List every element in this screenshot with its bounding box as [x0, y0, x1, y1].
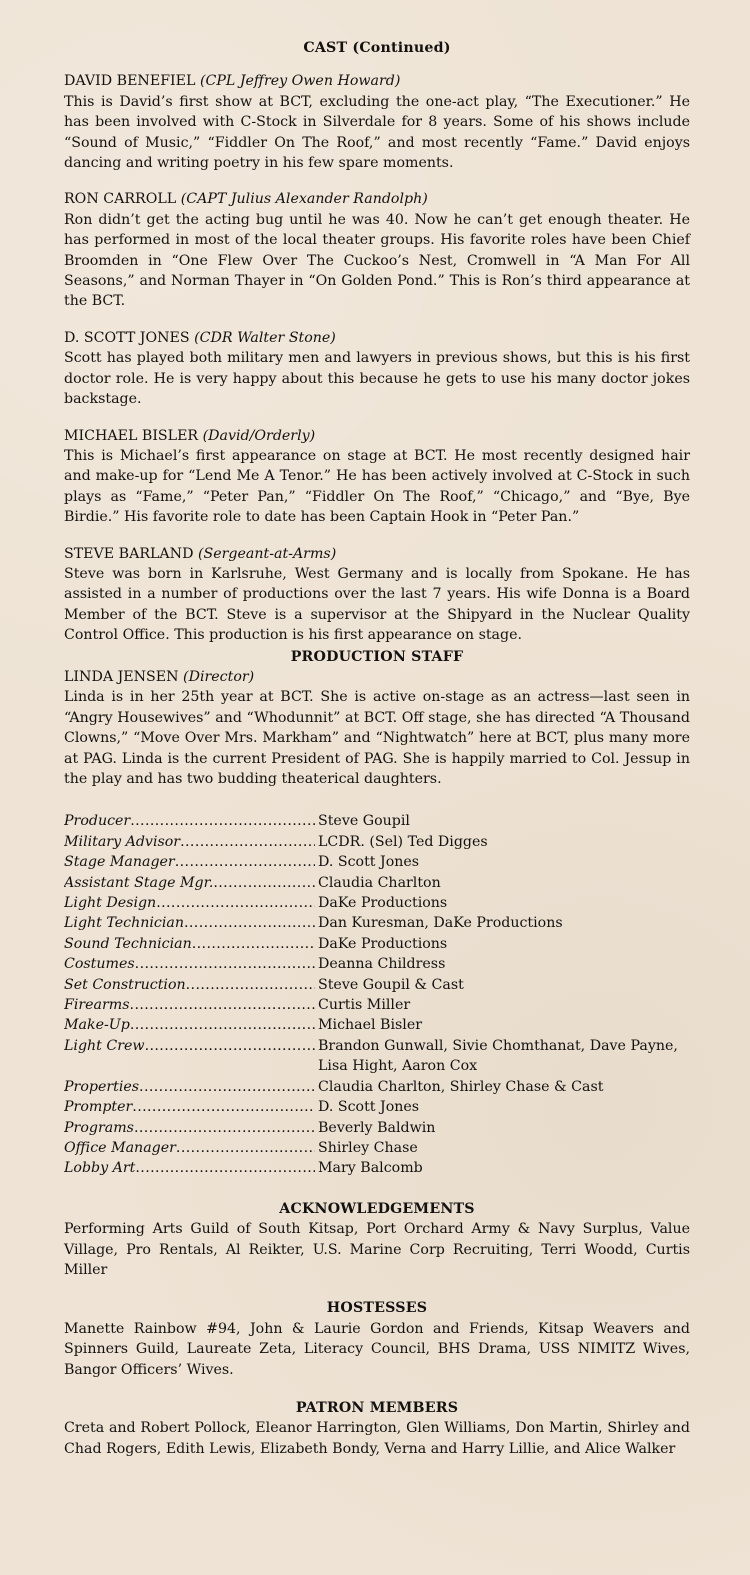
staff-list	[64, 811, 690, 1178]
staff-role: Stage Manager	[64, 854, 175, 871]
staff-role: Producer	[64, 813, 131, 830]
leader-dots	[139, 1077, 315, 1097]
staff-role: Assistant Stage Mgr.	[64, 874, 214, 891]
staff-row	[64, 1097, 690, 1117]
staff-person: Michael Bisler	[318, 1017, 423, 1034]
hostesses-title: HOSTESSES	[326, 1300, 428, 1317]
cast-heading	[64, 189, 690, 209]
cast-bio-text: Scott has played both military men and lawyers in previous shows, but this is his first doctor role. He is very happy about this because he gets to use his many doctor jokes backstage.	[64, 350, 690, 408]
cast-bio-text: This is David’s first show at BCT, excluding the one-act play, “The Executioner.” He has been involved with C-Stock in Silverdale for 8 years. Some of his shows include “Sound of Music,” “Fiddler On The Roof,” and most recently “Fame.” David enjoys dancing and writing poetry in his few spare moments.	[64, 93, 690, 172]
staff-row	[64, 1015, 690, 1035]
staff-person: Shirley Chase	[318, 1139, 418, 1156]
cast-heading	[64, 71, 690, 91]
hostesses-text: Manette Rainbow #94, John & Laurie Gordon and Friends, Kitsap Weavers and Spinners Guild, Laureate Zeta, Literacy Council, BHS Drama, USS NIMITZ Wives, Bangor Officers’ Wives.	[64, 1320, 690, 1378]
staff-role: Light Technician	[64, 915, 184, 932]
patron-members-text: Creta and Robert Pollock, Eleanor Harrington, Glen Williams, Don Martin, Shirley and Chad Rogers, Edith Lewis, Elizabeth Bondy, Verna and Harry Lillie, and Alice Walker	[64, 1420, 690, 1457]
cast-role: (CAPT Julius Alexander Randolph)	[180, 191, 428, 208]
leader-dots	[132, 1097, 315, 1117]
staff-role: Firearms	[64, 997, 130, 1014]
staff-row	[64, 832, 690, 852]
cast-name: RON CARROLL	[64, 191, 177, 208]
leader-dots	[130, 811, 315, 831]
leader-dots	[135, 954, 315, 974]
director-bio	[64, 667, 690, 789]
cast-bio	[64, 189, 690, 311]
staff-role: Light Crew	[64, 1037, 145, 1054]
staff-person: Deanna Childress	[318, 956, 446, 973]
cast-role: (David/Orderly)	[202, 427, 316, 444]
staff-row	[64, 811, 690, 831]
staff-role: Light Design	[64, 895, 157, 912]
staff-person: Dan Kuresman, DaKe Productions	[318, 915, 563, 932]
staff-person: DaKe Productions	[318, 935, 448, 952]
leader-dots	[175, 852, 315, 872]
leader-dots	[135, 1158, 315, 1178]
cast-bio-text: This is Michael’s first appearance on stage at BCT. He most recently designed hair and make-up for “Lend Me A Tenor.” He has been actively involved at C-Stock in such plays as “Fame,” “Peter Pan,” “Fiddler On The Roof,” “Chicago,” and “Bye, Bye Birdie.” His favorite role to date has been Captain Hook in “Peter Pan.”	[64, 447, 690, 526]
leader-dots	[180, 832, 315, 852]
staff-person: Curtis Miller	[318, 997, 411, 1014]
staff-role: Office Manager	[64, 1139, 176, 1156]
leader-dots	[184, 913, 315, 933]
leader-dots	[186, 975, 315, 995]
cast-role: (CDR Walter Stone)	[194, 329, 336, 346]
staff-role: Lobby Art	[64, 1160, 136, 1177]
staff-row	[64, 1077, 690, 1097]
cast-bio-text: Steve was born in Karlsruhe, West Germany and is locally from Spokane. He has assisted in a number of productions over the last 7 years. His wife Donna is a Board Member of the BCT. Steve is a supervisor at the Shipyard in the Nuclear Quality Control Office. This production is his first appearance on stage.	[64, 565, 690, 644]
cast-title: CAST (Continued)	[303, 40, 451, 56]
staff-person: Claudia Charlton, Shirley Chase & Cast	[318, 1078, 604, 1095]
staff-role: Properties	[64, 1078, 140, 1095]
leader-dots	[192, 934, 315, 954]
staff-person: D. Scott Jones	[318, 1099, 420, 1116]
staff-row	[64, 954, 690, 974]
production-staff-title: PRODUCTION STAFF	[290, 648, 464, 665]
staff-role: Prompter	[64, 1099, 133, 1116]
cast-heading	[64, 544, 690, 564]
director-name: LINDA JENSEN	[64, 668, 179, 685]
staff-person: Steve Goupil & Cast	[318, 976, 464, 993]
staff-row	[64, 1118, 690, 1138]
leader-dots	[213, 873, 315, 893]
staff-person: Mary Balcomb	[318, 1160, 423, 1177]
cast-heading	[64, 426, 690, 446]
cast-name: MICHAEL BISLER	[64, 427, 199, 444]
staff-row	[64, 975, 690, 995]
acknowledgements-title: ACKNOWLEDGEMENTS	[279, 1200, 475, 1217]
cast-bio-text: Ron didn’t get the acting bug until he was 40. Now he can’t get enough theater. He has performed in most of the local theater groups. His favorite roles have been Chief Broomden in “One Flew Over The Cuckoo’s Nest, Cromwell in “A Man For All Seasons,” and Norman Thayer in “On Golden Pond.” This is Ron’s third appearance at the BCT.	[64, 211, 690, 310]
staff-person: Brandon Gunwall, Sivie Chomthanat, Dave Payne, Lisa Hight, Aaron Cox	[318, 1037, 678, 1075]
leader-dots	[156, 893, 315, 913]
cast-name: STEVE BARLAND	[64, 545, 194, 562]
staff-row	[64, 1158, 690, 1178]
director-role: (Director)	[183, 668, 255, 685]
director-heading	[64, 667, 690, 687]
staff-role: Set Construction	[64, 976, 186, 993]
staff-role: Sound Technician	[64, 935, 192, 952]
leader-dots	[134, 1118, 315, 1138]
staff-row	[64, 893, 690, 913]
cast-role: (Sergeant-at-Arms)	[197, 545, 337, 562]
staff-role: Costumes	[64, 956, 135, 973]
leader-dots	[176, 1138, 315, 1158]
cast-bio	[64, 426, 690, 528]
cast-bio	[64, 71, 690, 173]
staff-person: DaKe Productions	[318, 895, 448, 912]
staff-person: Steve Goupil	[318, 813, 410, 830]
patron-members-title: PATRON MEMBERS	[295, 1399, 459, 1416]
cast-bio	[64, 328, 690, 410]
staff-row	[64, 852, 690, 872]
staff-person: D. Scott Jones	[318, 854, 420, 871]
staff-role: Programs	[64, 1119, 134, 1136]
leader-dots	[130, 1015, 315, 1035]
staff-role: Make-Up	[64, 1017, 130, 1034]
leader-dots	[130, 995, 315, 1015]
staff-person: LCDR. (Sel) Ted Digges	[318, 833, 488, 850]
staff-row	[64, 1138, 690, 1158]
staff-role: Military Advisor	[64, 833, 181, 850]
staff-person: Claudia Charlton	[318, 874, 441, 891]
staff-row	[64, 1036, 690, 1077]
acknowledgements-text: Performing Arts Guild of South Kitsap, Port Orchard Army & Navy Surplus, Value Village, Pro Rentals, Al Reikter, U.S. Marine Corp Recruiting, Terri Woodd, Curtis Miller	[64, 1221, 690, 1278]
staff-row	[64, 934, 690, 954]
staff-person: Beverly Baldwin	[318, 1119, 436, 1136]
director-bio-text: Linda is in her 25th year at BCT. She is active on-stage as an actress—last seen in “Angry Housewives” and “Whodunnit” at BCT. Off stage, she has directed “A Thousand Clowns,” “Move Over Mrs. Markham” and “Nightwatch” here at BCT, plus many more at PAG. Linda is the current President of PAG. She is happily married to Col. Jessup in the play and has two budding theaterical daughters.	[64, 689, 690, 787]
cast-role: (CPL Jeffrey Owen Howard)	[199, 73, 401, 90]
cast-bio	[64, 544, 690, 646]
cast-name: D. SCOTT JONES	[64, 329, 190, 346]
staff-row	[64, 873, 690, 893]
cast-name: DAVID BENEFIEL	[64, 73, 196, 90]
staff-row	[64, 913, 690, 933]
staff-row	[64, 995, 690, 1015]
leader-dots	[145, 1036, 315, 1056]
cast-heading	[64, 328, 690, 348]
